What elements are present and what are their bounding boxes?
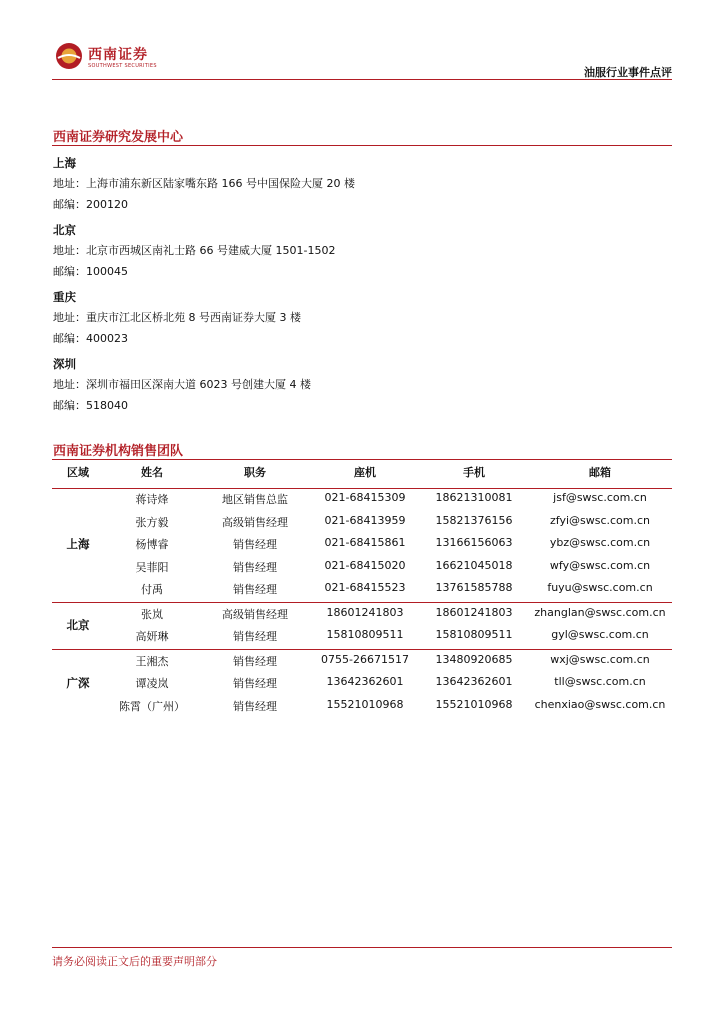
column-header-mobile: 手机 (463, 466, 485, 479)
cell-name: 高妍琳 (135, 630, 169, 643)
sales-team-divider (52, 459, 672, 460)
region-label: 广深 (66, 676, 90, 691)
footer-disclaimer: 请务必阅读正文后的重要声明部分 (52, 955, 217, 968)
column-header-title: 职务 (244, 466, 266, 479)
office-postcode: 邮编：200120 (53, 198, 128, 211)
table-row (52, 488, 672, 510)
cell-title: 销售经理 (233, 677, 277, 690)
table-row (52, 603, 672, 625)
office-postcode: 邮编：100045 (53, 265, 128, 278)
cell-name: 张方毅 (135, 515, 169, 529)
office-city: 深圳 (53, 357, 76, 371)
footer-divider (52, 947, 672, 948)
header-divider (52, 79, 672, 80)
logo-mark-icon (55, 42, 83, 70)
cell-mobile: 15810809511 (435, 628, 513, 641)
cell-email: wfy@swsc.com.cn (549, 558, 651, 572)
cell-name: 杨博睿 (135, 538, 169, 551)
cell-name: 蒋诗烽 (135, 493, 169, 506)
cell-title: 销售经理 (233, 699, 277, 713)
table-row (52, 511, 672, 533)
research-center-title: 西南证券研究发展中心 (53, 130, 184, 145)
office-address: 地址：深圳市福田区深南大道 6023 号创建大厦 4 楼 (53, 378, 311, 391)
region-label: 北京 (66, 618, 90, 632)
sales-team-title: 西南证券机构销售团队 (53, 444, 184, 459)
office-city: 北京 (53, 223, 76, 237)
cell-phone: 15521010968 (326, 697, 404, 711)
cell-phone: 021-68415523 (324, 581, 406, 594)
cell-phone: 021-68415309 (324, 491, 406, 504)
cell-mobile: 15521010968 (435, 697, 513, 711)
cell-mobile: 18601241803 (435, 605, 513, 619)
cell-title: 销售经理 (233, 560, 277, 574)
cell-title: 高级销售经理 (222, 515, 288, 529)
cell-phone: 021-68413959 (324, 513, 406, 527)
cell-title: 地区销售总监 (222, 493, 288, 506)
cell-phone: 13642362601 (326, 675, 404, 688)
office-address: 地址：北京市西城区南礼士路 66 号建威大厦 1501-1502 (53, 244, 336, 257)
cell-title: 销售经理 (233, 583, 277, 596)
cell-email: chenxiao@swsc.com.cn (534, 697, 666, 711)
logo-subtext: SOUTHWEST SECURITIES (88, 63, 157, 69)
cell-name: 谭凌岚 (135, 677, 169, 690)
cell-mobile: 13480920685 (435, 652, 513, 666)
office-city: 上海 (53, 156, 76, 170)
cell-phone: 021-68415861 (324, 536, 406, 549)
cell-email: gyl@swsc.com.cn (551, 628, 649, 641)
table-row (52, 578, 672, 600)
office-postcode: 邮编：400023 (53, 332, 128, 345)
cell-phone: 15810809511 (326, 628, 404, 641)
office-address: 地址：上海市浦东新区陆家嘴东路 166 号中国保险大厦 20 楼 (53, 177, 355, 190)
cell-phone: 021-68415020 (324, 558, 406, 572)
cell-name: 王湘杰 (135, 654, 169, 668)
office-city: 重庆 (53, 290, 76, 304)
logo-text: 西南证券 (88, 47, 148, 63)
cell-email: tll@swsc.com.cn (554, 675, 646, 688)
cell-email: fuyu@swsc.com.cn (547, 581, 653, 594)
cell-email: wxj@swsc.com.cn (550, 652, 650, 666)
region-label: 上海 (66, 537, 90, 552)
cell-mobile: 18621310081 (435, 491, 513, 504)
table-row (52, 556, 672, 578)
cell-email: zhanglan@swsc.com.cn (534, 605, 666, 619)
cell-mobile: 15821376156 (435, 513, 513, 527)
cell-name: 付禹 (141, 583, 163, 596)
cell-title: 销售经理 (233, 538, 277, 551)
table-row (52, 533, 672, 555)
table-row (52, 650, 672, 672)
cell-phone: 0755-26671517 (321, 652, 409, 666)
cell-title: 高级销售经理 (222, 607, 288, 621)
column-header-email: 邮箱 (589, 466, 611, 479)
office-postcode: 邮编：518040 (53, 399, 128, 412)
cell-mobile: 13761585788 (435, 581, 513, 594)
report-type: 油服行业事件点评 (584, 66, 672, 79)
cell-name: 张岚 (141, 607, 163, 621)
cell-email: ybz@swsc.com.cn (549, 536, 651, 549)
cell-email: jsf@swsc.com.cn (553, 491, 647, 504)
cell-email: zfyi@swsc.com.cn (549, 513, 651, 527)
cell-mobile: 13642362601 (435, 675, 513, 688)
cell-name: 陈霄（广州） (119, 699, 185, 713)
column-header-name: 姓名 (141, 466, 163, 479)
column-header-region: 区域 (67, 466, 89, 479)
column-header-phone: 座机 (354, 466, 376, 479)
cell-phone: 18601241803 (326, 605, 404, 619)
research-center-divider (52, 145, 672, 146)
cell-name: 吴菲阳 (135, 560, 169, 574)
table-row (52, 695, 672, 717)
office-address: 地址：重庆市江北区桥北苑 8 号西南证券大厦 3 楼 (53, 311, 301, 324)
cell-title: 销售经理 (233, 654, 277, 668)
table-row (52, 672, 672, 694)
cell-title: 销售经理 (233, 630, 277, 643)
table-row (52, 625, 672, 647)
cell-mobile: 16621045018 (435, 558, 513, 572)
cell-mobile: 13166156063 (435, 536, 513, 549)
